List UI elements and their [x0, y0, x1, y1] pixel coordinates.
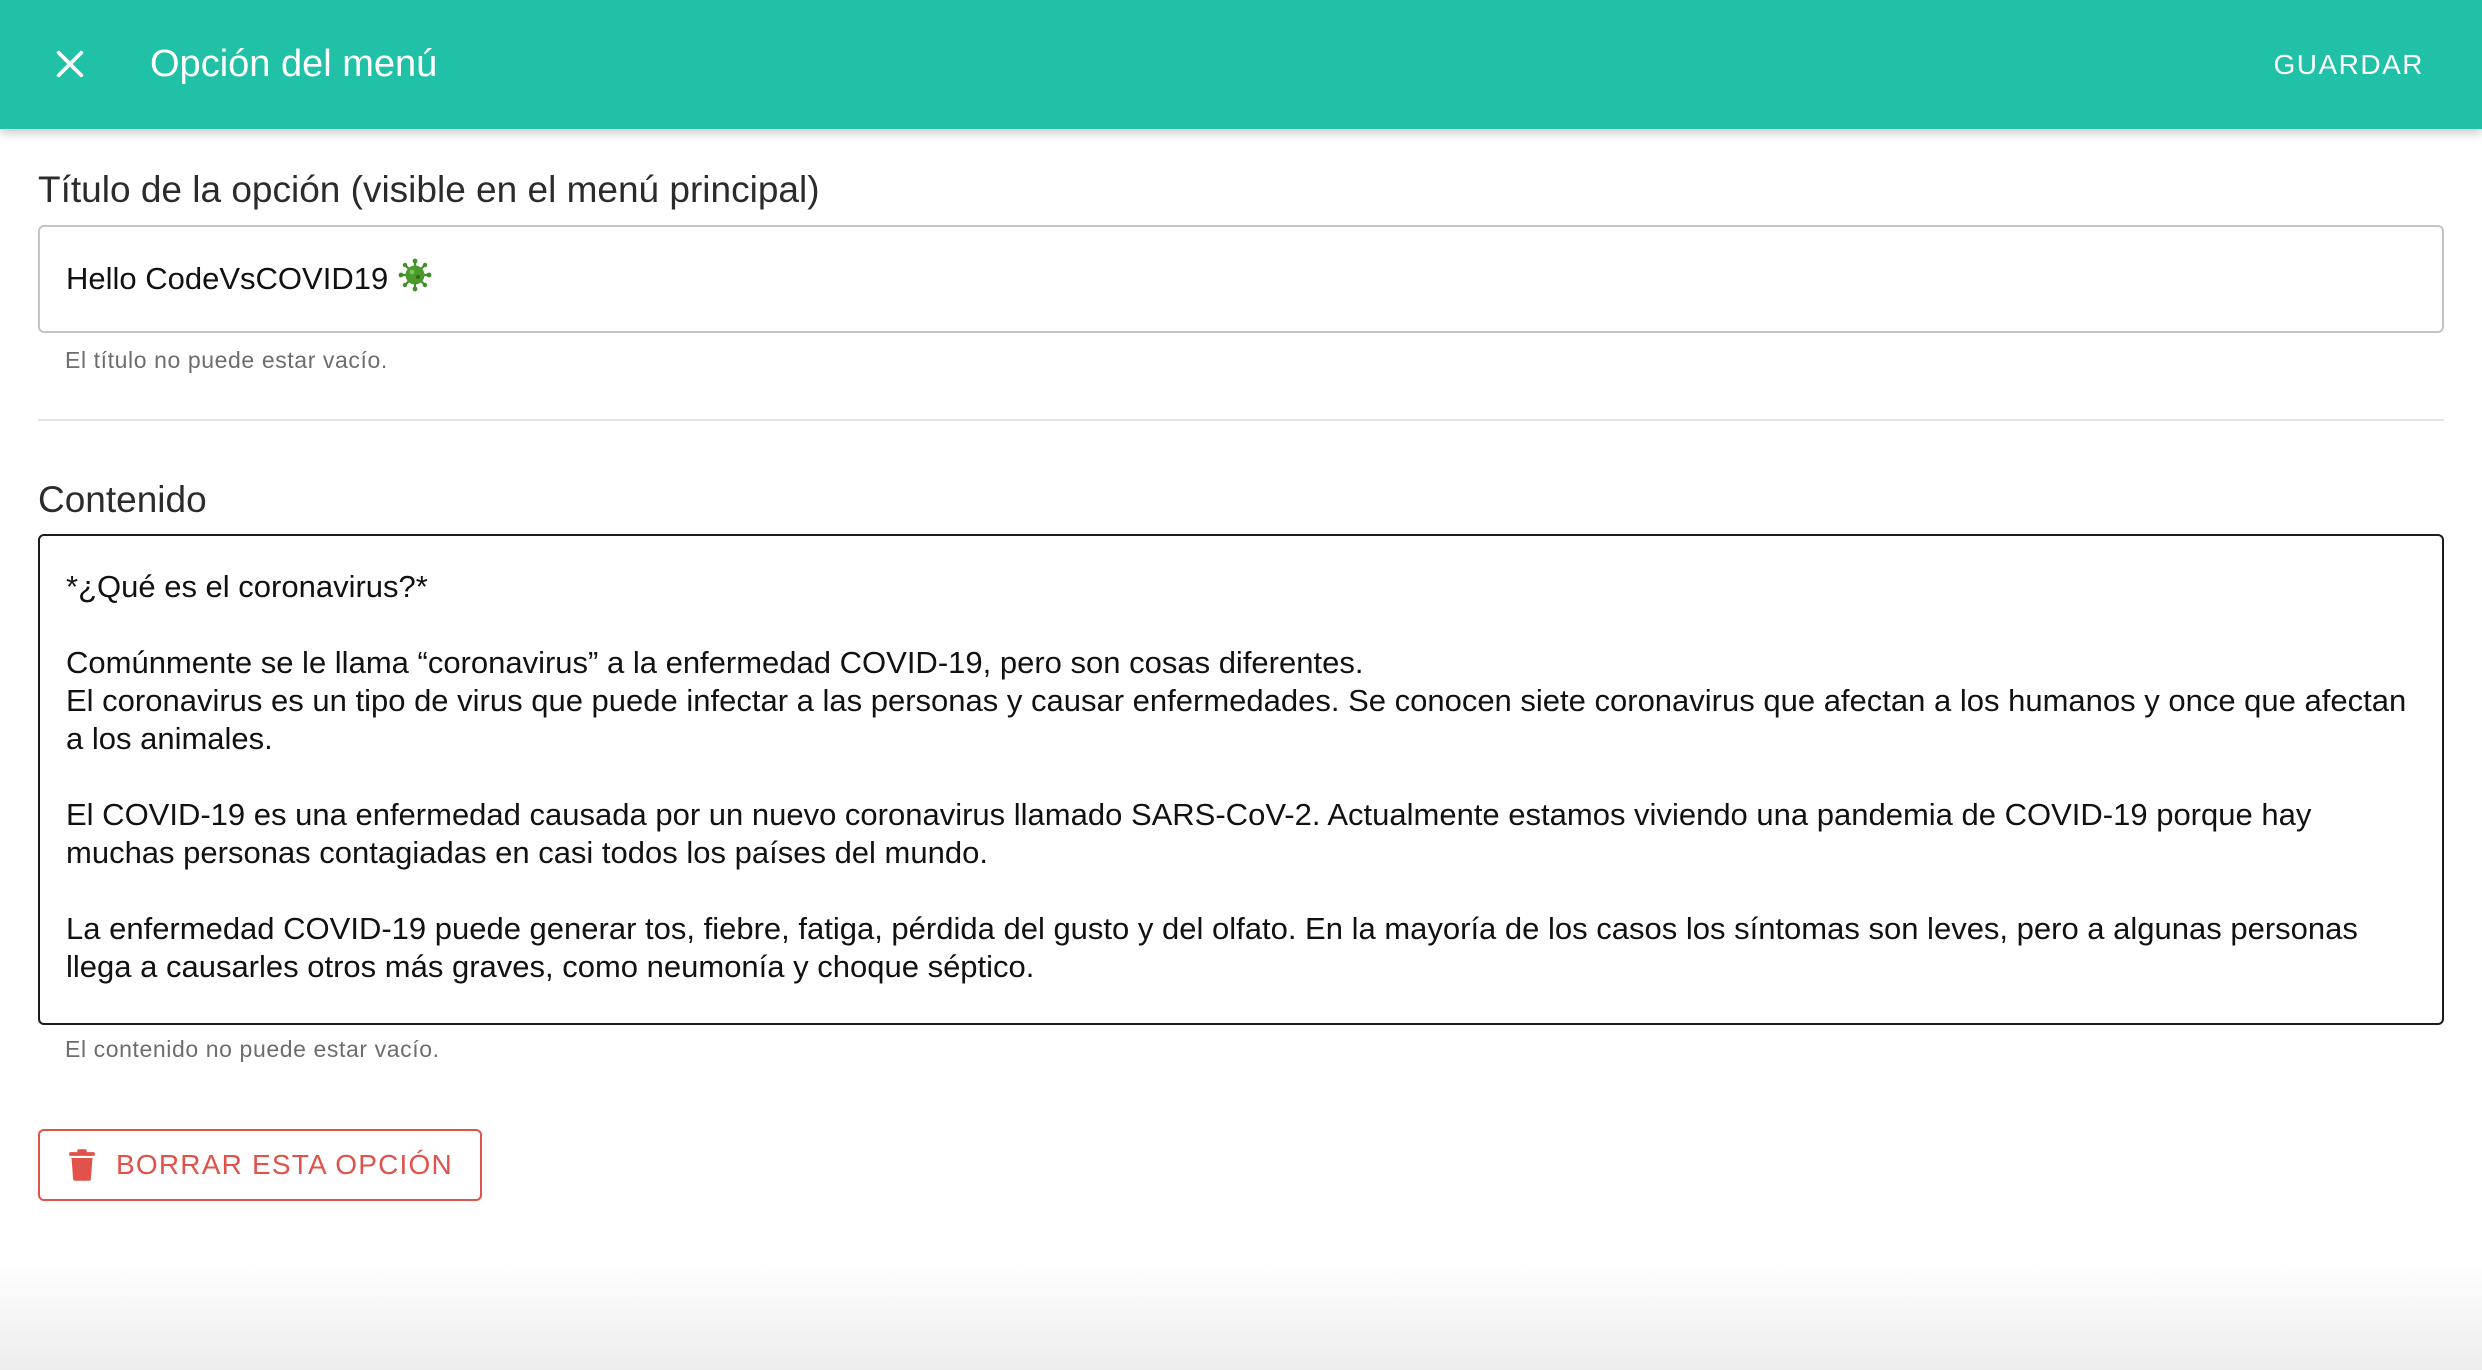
- title-helper-text: El título no puede estar vacío.: [65, 347, 388, 373]
- content-line: La enfermedad COVID-19 puede generar tos, fiebre, fatiga, pérdida del gusto y del olfato. En la mayoría de los casos los síntomas son leves, pero a algunas personas llega a causarles otros más graves, como neumonía y choque séptico.: [66, 911, 2367, 984]
- title-field-label: Título de la opción (visible en el menú principal): [38, 169, 820, 210]
- content-field-label: Contenido: [38, 479, 207, 520]
- content-line: Comúnmente se le llama “coronavirus” a la enfermedad COVID-19, pero son cosas diferentes.: [66, 645, 1364, 680]
- content-line: El coronavirus es un tipo de virus que puede infectar a las personas y causar enfermedades. Se conocen siete coronavirus que afectan a los humanos y once que afectan a los animales.: [66, 683, 2415, 756]
- trash-icon: [68, 1148, 96, 1182]
- content-line: *¿Qué es el coronavirus?*: [66, 569, 428, 604]
- page-title: Opción del menú: [150, 43, 438, 85]
- delete-option-button[interactable]: [38, 1129, 482, 1201]
- section-divider: [38, 419, 2444, 421]
- content-line: [66, 606, 2416, 644]
- app-bar: [0, 0, 2482, 129]
- close-button[interactable]: [40, 30, 100, 98]
- title-input[interactable]: [38, 225, 2444, 333]
- save-button[interactable]: GUARDAR: [2273, 49, 2424, 80]
- title-input-value: Hello CodeVsCOVID19: [66, 261, 389, 296]
- content-line: El COVID-19 es una enfermedad causada por un nuevo coronavirus llamado SARS-CoV-2. Actualmente estamos viviendo una pandemia de COVID-19 porque hay muchas personas contagiadas en casi todos los países del mundo.: [66, 797, 2320, 870]
- content-helper-text: El contenido no puede estar vacío.: [65, 1036, 440, 1062]
- close-icon: [53, 47, 87, 81]
- content-line: [66, 872, 2416, 910]
- content-line: [66, 758, 2416, 796]
- bottom-shadow: [0, 1260, 2482, 1370]
- delete-option-label: BORRAR ESTA OPCIÓN: [116, 1149, 453, 1180]
- content-textarea[interactable]: [38, 534, 2444, 1025]
- virus-icon: [398, 258, 432, 300]
